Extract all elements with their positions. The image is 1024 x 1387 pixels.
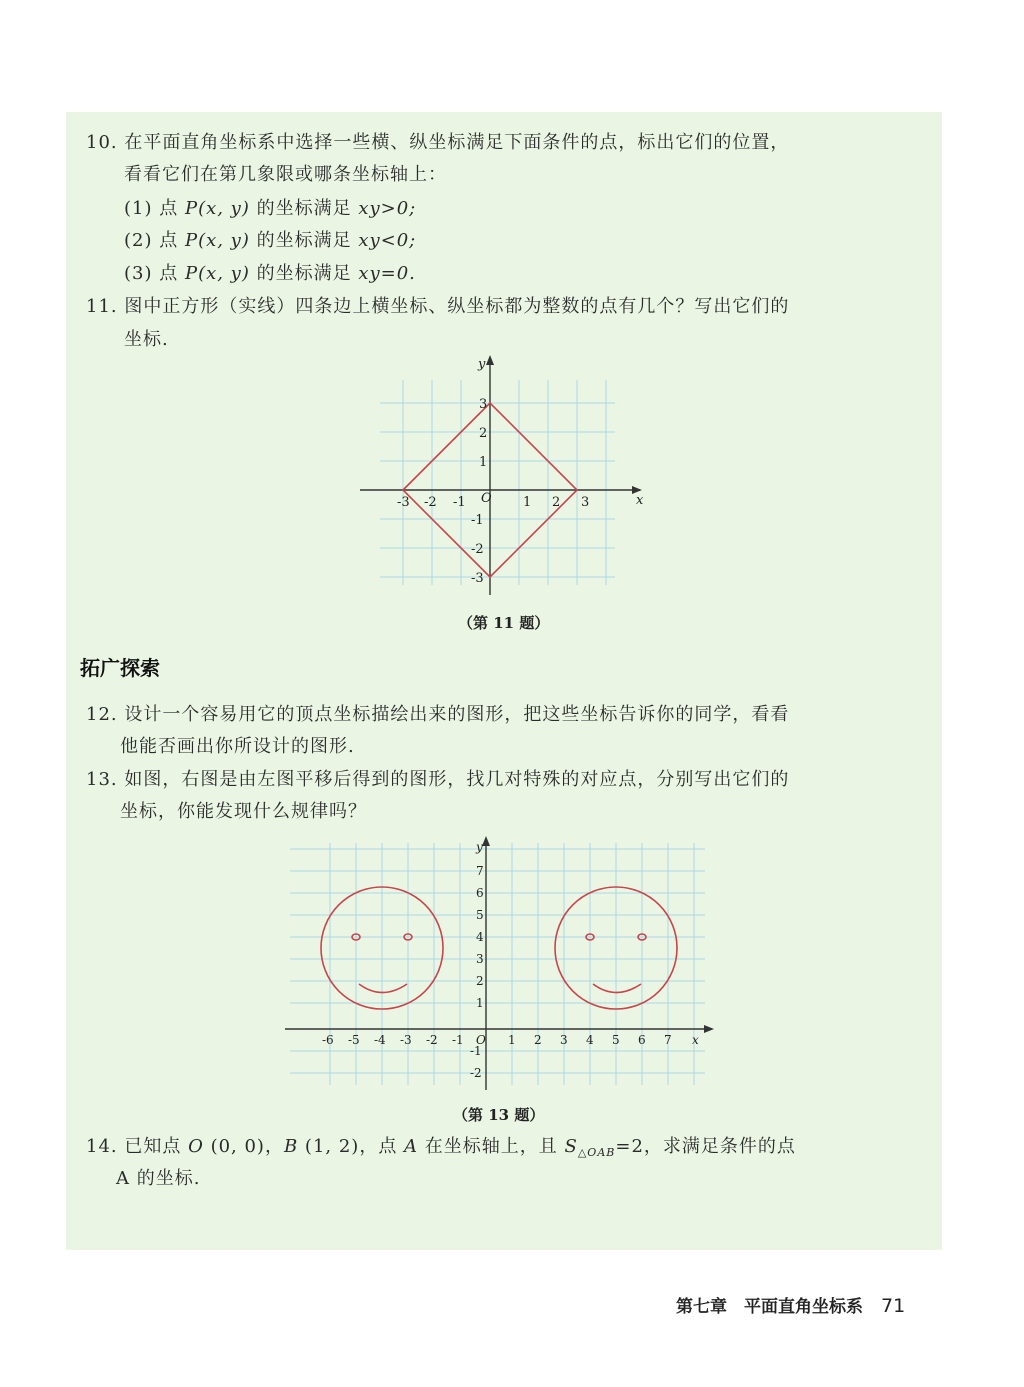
q13-xtick-5: 5 bbox=[612, 1033, 620, 1047]
q13-xtick-m1: -1 bbox=[452, 1033, 464, 1047]
q13-caption: （第 13 题） bbox=[453, 1106, 545, 1124]
q11-origin-label: O bbox=[481, 491, 492, 506]
q11-xtick-m1: -1 bbox=[453, 495, 466, 510]
q11-axes bbox=[360, 355, 642, 595]
q13-ytick-3: 3 bbox=[476, 952, 484, 966]
q13-xtick-4: 4 bbox=[586, 1033, 594, 1047]
chapter-title: 第七章 平面直角坐标系 bbox=[676, 1297, 863, 1317]
q13-y-axis-label: y bbox=[476, 840, 483, 854]
q13-line2: 坐标，你能发现什么规律吗？ bbox=[120, 801, 367, 822]
q11-x-axis-label: x bbox=[636, 493, 644, 508]
q14-line2: A 的坐标. bbox=[116, 1168, 201, 1189]
q11-x-tick-labels bbox=[397, 495, 589, 510]
q13-xtick-1: 1 bbox=[508, 1033, 516, 1047]
q13-axes bbox=[285, 836, 714, 1090]
q13-x-tick-labels bbox=[322, 1033, 672, 1047]
q13-origin-label: O bbox=[476, 1033, 486, 1047]
q11-xtick-m3: -3 bbox=[397, 495, 410, 510]
q13-xtick-m5: -5 bbox=[348, 1033, 360, 1047]
q10-item-1: (1) 点 P(x, y) 的坐标满足 xy>0; bbox=[124, 198, 417, 219]
q12-line2: 他能否画出你所设计的图形. bbox=[120, 736, 355, 757]
q13-y-tick-labels bbox=[470, 864, 484, 1080]
q13-xtick-6: 6 bbox=[638, 1033, 646, 1047]
q10-item-3: (3) 点 P(x, y) 的坐标满足 xy=0. bbox=[124, 263, 416, 284]
q11-line1: 11. 图中正方形（实线）四条边上横坐标、纵坐标都为整数的点有几个？写出它们的 bbox=[86, 296, 790, 317]
q13-xtick-2: 2 bbox=[534, 1033, 542, 1047]
q13-xtick-7: 7 bbox=[664, 1033, 672, 1047]
q11-xtick-m2: -2 bbox=[424, 495, 437, 510]
q14-line1: 14. 已知点 O (0, 0)，B (1, 2)，点 A 在坐标轴上，且 $S_{\triangle OAB}=2$，求满足条件的点 bbox=[86, 1136, 796, 1159]
page-footer bbox=[676, 1292, 905, 1317]
q11-xtick-1: 1 bbox=[523, 495, 532, 510]
q13-left-mouth bbox=[359, 984, 407, 993]
q13-ytick-m2: -2 bbox=[470, 1066, 482, 1080]
q13-xtick-m2: -2 bbox=[426, 1033, 438, 1047]
q11-ytick-1: 1 bbox=[479, 455, 488, 470]
q13-xtick-3: 3 bbox=[560, 1033, 568, 1047]
q10-line1: 10. 在平面直角坐标系中选择一些横、纵坐标满足下面条件的点，标出它们的位置， bbox=[86, 132, 790, 153]
q10-line2: 看看它们在第几象限或哪条坐标轴上： bbox=[124, 164, 447, 185]
q11-ytick-m2: -2 bbox=[471, 542, 484, 557]
q10-item-2: (2) 点 P(x, y) 的坐标满足 xy<0; bbox=[124, 230, 417, 251]
q11-y-axis-label: y bbox=[478, 357, 486, 372]
q13-ytick-1: 1 bbox=[476, 996, 484, 1010]
q13-xtick-m4: -4 bbox=[374, 1033, 386, 1047]
q12-line1: 12. 设计一个容易用它的顶点坐标描绘出来的图形，把这些坐标告诉你的同学，看看 bbox=[86, 704, 790, 725]
q13-ytick-2: 2 bbox=[476, 974, 484, 988]
q13-grid bbox=[290, 843, 705, 1085]
q13-ytick-6: 6 bbox=[476, 886, 484, 900]
q11-xtick-3: 3 bbox=[581, 495, 590, 510]
q13-right-mouth bbox=[593, 984, 641, 993]
page-number: 71 bbox=[881, 1295, 906, 1317]
q11-figure bbox=[350, 350, 660, 595]
q13-xtick-m3: -3 bbox=[400, 1033, 412, 1047]
q11-line2: 坐标. bbox=[124, 329, 169, 350]
q11-xtick-2: 2 bbox=[552, 495, 561, 510]
section-heading: 拓广探索 bbox=[80, 656, 160, 680]
q13-x-axis-label: x bbox=[692, 1033, 699, 1047]
q13-xtick-m6: -6 bbox=[322, 1033, 334, 1047]
q11-ytick-3: 3 bbox=[479, 397, 488, 412]
q11-ytick-m1: -1 bbox=[471, 513, 484, 528]
q11-ytick-2: 2 bbox=[479, 426, 488, 441]
q13-ytick-7: 7 bbox=[476, 864, 484, 878]
q13-ytick-m1: -1 bbox=[470, 1044, 482, 1058]
q11-caption: （第 11 题） bbox=[458, 614, 550, 632]
q11-ytick-m3: -3 bbox=[471, 571, 484, 586]
q13-ytick-4: 4 bbox=[476, 930, 484, 944]
q13-figure bbox=[280, 835, 720, 1095]
q13-ytick-5: 5 bbox=[476, 908, 484, 922]
q13-line1: 13. 如图，右图是由左图平移后得到的图形，找几对特殊的对应点，分别写出它们的 bbox=[86, 769, 790, 790]
